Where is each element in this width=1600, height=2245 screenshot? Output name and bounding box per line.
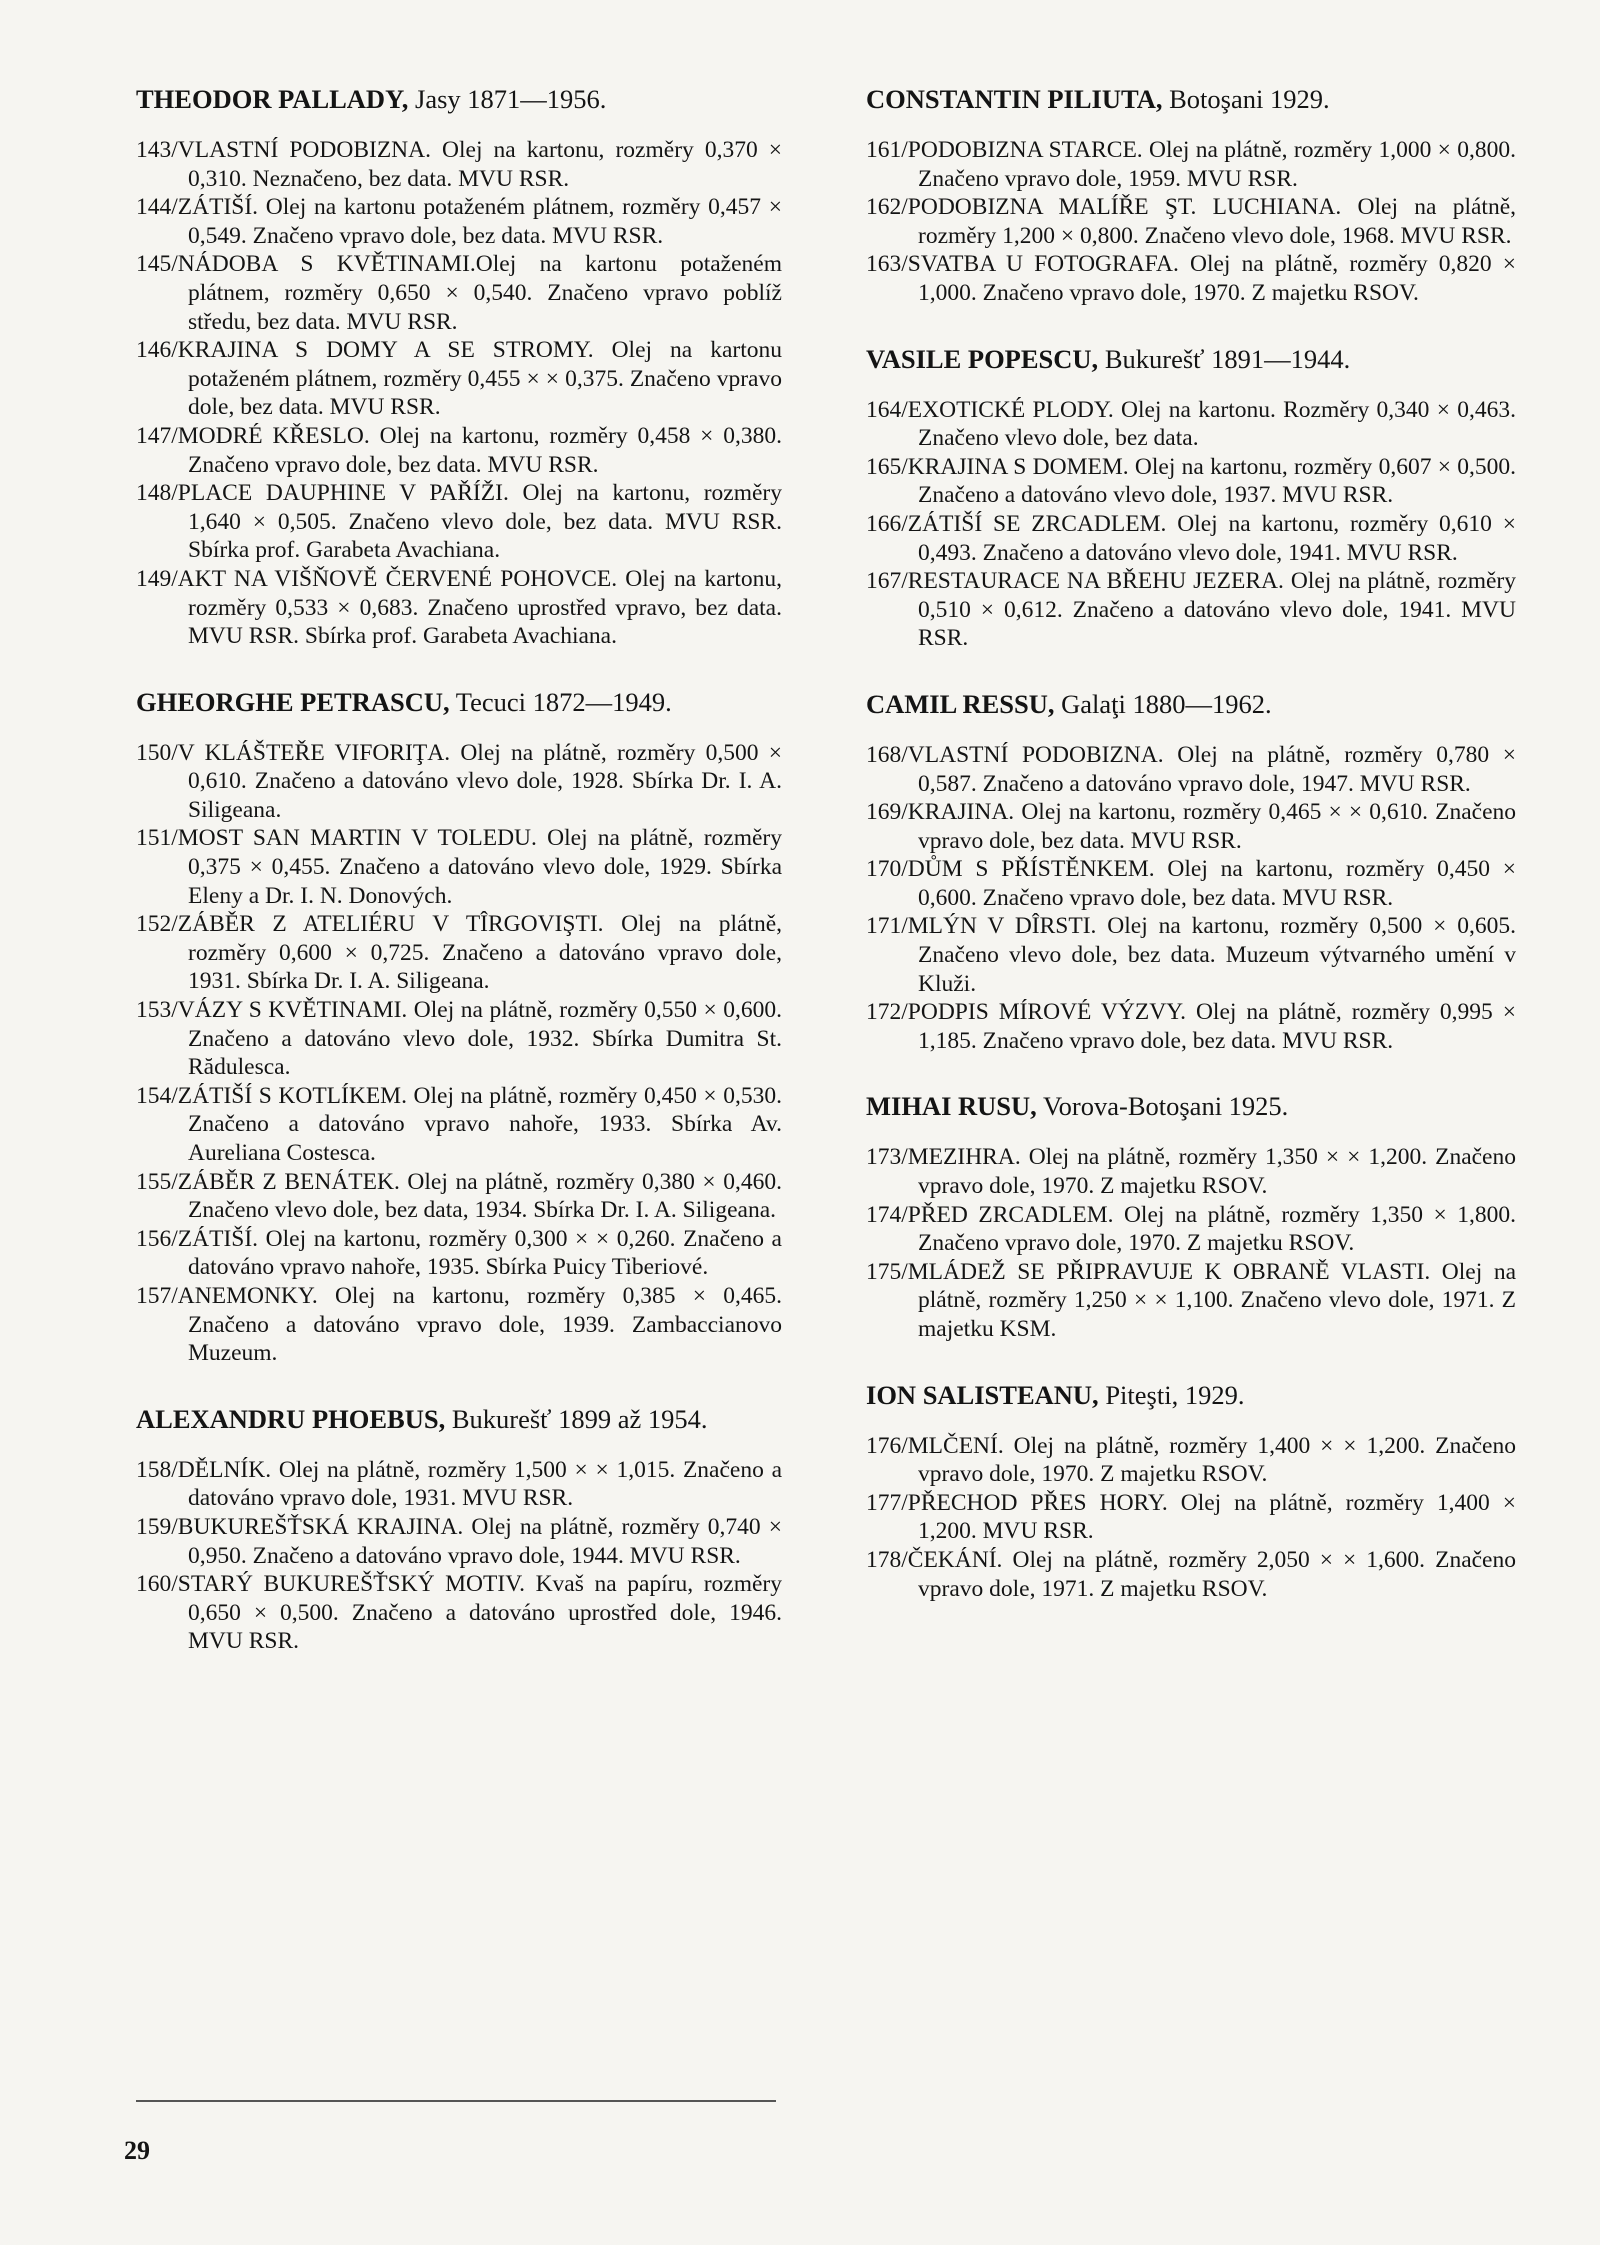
artist-section [866, 342, 1516, 653]
right-column [866, 82, 1516, 1637]
entry-number: 171/ [866, 913, 908, 940]
entry-title: ANEMONKY. [177, 1282, 318, 1309]
catalog-entry [866, 193, 1516, 250]
catalog-entry [866, 1432, 1516, 1489]
entry-number: 174/ [866, 1201, 908, 1228]
catalog-entry [136, 996, 782, 1082]
artist-heading [136, 1402, 782, 1436]
catalog-entry [866, 396, 1516, 453]
entry-text: Olej na kartonu potaženém plátnem, rozměry 0,455 × × 0,375. Značeno vpravo dole, bez data. MVU RSR. [188, 337, 782, 421]
entry-text: Olej na plátně, rozměry 0,600 × 0,725. Značeno a datováno vpravo dole, 1931. Sbírka Dr. I. A. Siligeana. [188, 911, 783, 995]
artist-section [866, 82, 1516, 308]
entry-number: 160/ [136, 1571, 178, 1598]
entry-title: PODPIS MÍROVÉ VÝZVY. [907, 999, 1186, 1026]
entry-number: 152/ [136, 911, 178, 938]
catalog-entry [136, 1513, 782, 1570]
artist-name: MIHAI RUSU, [866, 1091, 1037, 1122]
artist-name: CAMIL RESSU, [866, 688, 1055, 719]
artist-origin: Piteşti, 1929. [1098, 1379, 1245, 1410]
artist-heading [866, 342, 1516, 376]
artist-origin: Bukurešť 1899 až 1954. [445, 1403, 708, 1434]
artist-origin: Vorova-Botoşani 1925. [1036, 1091, 1289, 1122]
artist-origin: Tecuci 1872—1949. [449, 686, 672, 717]
artist-section [866, 1089, 1516, 1343]
entry-title: ZÁTIŠÍ. [177, 194, 259, 221]
entry-text: Olej na plátně, rozměry 1,400 × × 1,200. Značeno vpravo dole, 1970. Z majetku RSOV. [918, 1432, 1516, 1488]
entry-text: Olej na plátně, rozměry 0,550 × 0,600. Značeno a datováno vlevo dole, 1932. Sbírka Dumitra St. Rădulesca. [188, 997, 782, 1081]
entry-title: ZÁTIŠÍ S KOTLÍKEM. [177, 1082, 407, 1109]
entry-title: ZÁTIŠÍ. [177, 1225, 259, 1252]
artist-section [866, 1378, 1516, 1604]
entry-number: 148/ [136, 480, 178, 507]
entry-text: Olej na plátně, rozměry 2,050 × × 1,600. Značeno vpravo dole, 1971. Z majetku RSOV. [918, 1546, 1516, 1602]
entry-title: PŘED ZRCADLEM. [907, 1201, 1114, 1228]
catalog-entry [136, 336, 782, 422]
entry-text: Olej na plátně, rozměry 0,375 × 0,455. Značeno a datováno vlevo dole, 1929. Sbírka Eleny a Dr. I. N. Donových. [188, 825, 782, 909]
entry-title: VLASTNÍ PODOBIZNA. [907, 741, 1164, 768]
entry-text: Olej na plátně, rozměry 0,820 × 1,000. Značeno vpravo dole, 1970. Z majetku RSOV. [918, 251, 1517, 306]
entry-number: 177/ [866, 1489, 908, 1516]
entry-text: Olej na plátně, rozměry 0,500 × 0,610. Značeno a datováno vlevo dole, 1928. Sbírka Dr. I. A. Siligeana. [188, 739, 783, 823]
entry-title: DĚLNÍK. [177, 1456, 272, 1483]
entry-number: 173/ [866, 1144, 908, 1171]
entry-text: Olej na kartonu. Rozměry 0,340 × 0,463. Značeno vlevo dole, bez data. [918, 396, 1516, 452]
entry-title: ČEKÁNÍ. [907, 1546, 1003, 1573]
entry-title: KRAJINA S DOMEM. [907, 453, 1129, 480]
entry-text: Olej na plátně, rozměry 0,995 × 1,185. Značeno vpravo dole, bez data. MVU RSR. [918, 999, 1517, 1054]
artist-section [136, 82, 782, 651]
catalog-entry [866, 1258, 1516, 1344]
artist-heading [866, 687, 1516, 721]
entry-number: 154/ [136, 1082, 178, 1109]
entry-number: 170/ [866, 856, 908, 883]
entry-title: NÁDOBA S KVĚTINAMI. [177, 251, 476, 278]
catalog-entry [866, 136, 1516, 193]
entry-text: Olej na kartonu, rozměry 1,640 × 0,505. Značeno vlevo dole, bez data. MVU RSR. Sbírka prof. Garabeta Avachiana. [188, 480, 783, 564]
entry-title: BUKUREŠŤSKÁ KRAJINA. [177, 1513, 464, 1540]
entry-number: 163/ [866, 251, 908, 278]
catalog-entry [866, 798, 1516, 855]
catalog-entry [136, 1456, 782, 1513]
entry-title: KRAJINA S DOMY A SE STROMY. [177, 337, 594, 364]
entry-text: Olej na plátně, rozměry 0,510 × 0,612. Značeno a datováno vlevo dole, 1941. MVU RSR. [918, 568, 1516, 652]
artist-origin: Botoşani 1929. [1162, 84, 1330, 114]
entry-text: Olej na kartonu, rozměry 0,370 × 0,310. Neznačeno, bez data. MVU RSR. [188, 137, 782, 192]
entry-title: V KLÁŠTEŘE VIFORIŢA. [177, 739, 451, 766]
catalog-entry [136, 565, 782, 651]
catalog-entry [866, 912, 1516, 998]
artist-heading [866, 1378, 1516, 1412]
entry-text: Olej na plátně, rozměry 1,000 × 0,800. Značeno vpravo dole, 1959. MVU RSR. [918, 137, 1516, 192]
entry-text: Olej na kartonu, rozměry 0,533 × 0,683. Značeno uprostřed vpravo, bez data. MVU RSR. Sbírka prof. Garabeta Avachiana. [188, 565, 782, 650]
entry-number: 161/ [866, 137, 908, 163]
entry-number: 149/ [136, 565, 178, 592]
catalog-entry [866, 1546, 1516, 1603]
entry-title: STARÝ BUKUREŠŤSKÝ MOTIV. [177, 1571, 526, 1598]
entry-text: Olej na plátně, rozměry 1,350 × 1,800. Značeno vpravo dole, 1970. Z majetku RSOV. [918, 1201, 1516, 1257]
entry-title: AKT NA VIŠŇOVĚ ČERVENÉ POHOVCE. [177, 565, 618, 592]
entry-number: 146/ [136, 337, 178, 364]
entry-number: 151/ [136, 825, 178, 852]
catalog-entry [866, 855, 1516, 912]
entry-number: 169/ [866, 799, 908, 826]
entry-text: Olej na kartonu potaženém plátnem, rozměry 0,457 × 0,549. Značeno vpravo dole, bez data. MVU RSR. [188, 194, 782, 249]
artist-name: ION SALISTEANU, [866, 1379, 1099, 1410]
entry-text: Olej na plátně, rozměry 1,250 × × 1,100. Značeno vlevo dole, 1971. Z majetku KSM. [918, 1258, 1517, 1342]
artist-name: GHEORGHE PETRASCU, [136, 686, 450, 717]
catalog-entry [136, 250, 782, 336]
artist-origin: Jasy 1871—1956. [408, 84, 607, 114]
entry-title: RESTAURACE NA BŘEHU JEZERA. [907, 568, 1284, 595]
catalog-entry [866, 1201, 1516, 1258]
entry-number: 144/ [136, 194, 178, 221]
entry-text: Olej na kartonu, rozměry 0,385 × 0,465. Značeno a datováno vpravo dole, 1939. Zambaccianovo Muzeum. [188, 1282, 782, 1367]
entry-number: 165/ [866, 453, 908, 480]
entry-number: 176/ [866, 1432, 908, 1459]
entry-text: Olej na plátně, rozměry 0,450 × 0,530. Značeno a datováno vpravo nahoře, 1933. Sbírka Av. Aureliana Costesca. [188, 1082, 782, 1166]
entry-title: PODOBIZNA MALÍŘE ŞT. LUCHIANA. [907, 194, 1342, 221]
artist-section [136, 1402, 782, 1656]
entry-number: 145/ [136, 251, 178, 278]
entry-text: Olej na plátně, rozměry 1,350 × × 1,200. Značeno vpravo dole, 1970. Z majetku RSOV. [918, 1144, 1516, 1200]
catalog-entry [866, 1489, 1516, 1546]
catalog-entry [136, 136, 782, 193]
entry-number: 150/ [136, 739, 178, 766]
entry-title: VÁZY S KVĚTINAMI. [177, 997, 408, 1024]
entry-title: MOST SAN MARTIN V TOLEDU. [177, 825, 537, 852]
entry-title: ZÁBĚR Z ATELIÉRU V TÎRGOVIŞTI. [177, 911, 604, 938]
artist-heading [136, 82, 782, 116]
catalog-entry [136, 422, 782, 479]
entry-text: Olej na kartonu, rozměry 0,610 × 0,493. Značeno a datováno vlevo dole, 1941. MVU RSR. [918, 510, 1516, 566]
artist-name: CONSTANTIN PILIUTA, [866, 84, 1163, 114]
entry-number: 178/ [866, 1546, 908, 1573]
entry-number: 162/ [866, 194, 908, 221]
left-column [136, 82, 782, 1690]
entry-number: 166/ [866, 510, 908, 537]
catalog-entry [136, 1282, 782, 1368]
catalog-entry [866, 741, 1516, 798]
entry-title: PŘECHOD PŘES HORY. [907, 1489, 1168, 1516]
catalog-entry [866, 998, 1516, 1055]
entry-text: Olej na plátně, rozměry 0,780 × 0,587. Značeno a datováno vpravo dole, 1947. MVU RSR. [918, 741, 1516, 797]
entry-title: MEZIHRA. [907, 1144, 1021, 1171]
entry-title: PLACE DAUPHINE V PAŘÍŽI. [177, 480, 509, 507]
entry-number: 143/ [136, 137, 178, 163]
entry-number: 167/ [866, 568, 908, 595]
entry-title: SVATBA U FOTOGRAFA. [907, 251, 1179, 278]
artist-heading [866, 82, 1516, 116]
catalog-entry [136, 193, 782, 250]
entry-title: MLÝN V DÎRSTI. [907, 913, 1097, 940]
catalog-entry [136, 1082, 782, 1168]
entry-title: DŮM S PŘÍSTĚNKEM. [907, 856, 1155, 883]
entry-title: PODOBIZNA STARCE. [907, 137, 1143, 163]
page-number: 29 [124, 2136, 150, 2165]
entry-number: 175/ [866, 1258, 908, 1285]
entry-number: 157/ [136, 1282, 178, 1309]
entry-text: Olej na plátně, rozměry 0,740 × 0,950. Značeno a datováno vpravo dole, 1944. MVU RSR. [188, 1513, 782, 1569]
footer-divider [136, 2100, 776, 2102]
artist-section [866, 687, 1516, 1056]
entry-text: Olej na kartonu potaženém plátnem, rozměry 0,650 × 0,540. Značeno vpravo poblíž středu, bez data. MVU RSR. [188, 251, 782, 335]
artist-name: THEODOR PALLADY, [136, 84, 409, 114]
entry-title: KRAJINA. [907, 799, 1015, 826]
entry-number: 155/ [136, 1168, 178, 1195]
entry-text: Olej na plátně, rozměry 1,500 × × 1,015. Značeno a datováno vpravo dole, 1931. MVU RSR. [188, 1456, 782, 1512]
catalog-entry [866, 1143, 1516, 1200]
entry-title: MODRÉ KŘESLO. [177, 422, 370, 449]
catalog-entry [866, 453, 1516, 510]
entry-text: Kvaš na papíru, rozměry 0,650 × 0,500. Značeno a datováno uprostřed dole, 1946. MVU RSR. [188, 1571, 782, 1655]
entry-title: VLASTNÍ PODOBIZNA. [177, 137, 431, 163]
entry-title: ZÁTIŠÍ SE ZRCADLEM. [907, 510, 1167, 537]
entry-text: Olej na plátně, rozměry 1,200 × 0,800. Značeno vlevo dole, 1968. MVU RSR. [918, 194, 1517, 249]
artist-name: VASILE POPESCU, [866, 343, 1099, 374]
artist-name: ALEXANDRU PHOEBUS, [136, 1403, 446, 1434]
entry-title: MLÁDEŽ SE PŘIPRAVUJE K OBRANĚ VLASTI. [907, 1258, 1431, 1285]
entry-number: 168/ [866, 741, 908, 768]
catalog-entry [136, 1225, 782, 1282]
entry-number: 156/ [136, 1225, 178, 1252]
entry-number: 158/ [136, 1456, 178, 1483]
entry-text: Olej na kartonu, rozměry 0,500 × 0,605. Značeno vlevo dole, bez data. Muzeum výtvarného umění v Kluži. [918, 913, 1516, 997]
artist-origin: Galaţi 1880—1962. [1054, 688, 1272, 719]
catalog-entry [136, 479, 782, 565]
entry-number: 164/ [866, 396, 908, 423]
catalog-entry [866, 567, 1516, 653]
catalog-entry [136, 824, 782, 910]
entry-title: ZÁBĚR Z BENÁTEK. [177, 1168, 400, 1195]
entry-text: Olej na kartonu, rozměry 0,458 × 0,380. Značeno vpravo dole, bez data. MVU RSR. [188, 422, 782, 478]
entry-text: Olej na kartonu, rozměry 0,465 × × 0,610. Značeno vpravo dole, bez data. MVU RSR. [918, 799, 1516, 854]
entry-title: MLČENÍ. [907, 1432, 1004, 1459]
entry-text: Olej na kartonu, rozměry 0,607 × 0,500. Značeno a datováno vlevo dole, 1937. MVU RSR. [918, 453, 1516, 509]
catalog-entry [136, 1570, 782, 1656]
catalog-entry [866, 510, 1516, 567]
entry-number: 159/ [136, 1513, 178, 1540]
catalog-entry [136, 910, 782, 996]
catalog-entry [136, 739, 782, 825]
catalog-entry [136, 1168, 782, 1225]
entry-text: Olej na plátně, rozměry 1,400 × 1,200. MVU RSR. [918, 1489, 1516, 1545]
entry-text: Olej na plátně, rozměry 0,380 × 0,460. Značeno vlevo dole, bez data, 1934. Sbírka Dr. I. A. Siligeana. [188, 1168, 782, 1224]
catalog-entry [866, 250, 1516, 307]
artist-heading [136, 685, 782, 719]
artist-heading [866, 1089, 1516, 1123]
entry-number: 172/ [866, 999, 908, 1026]
entry-title: EXOTICKÉ PLODY. [907, 396, 1114, 423]
artist-section [136, 685, 782, 1368]
entry-number: 147/ [136, 422, 178, 449]
artist-origin: Bukurešť 1891—1944. [1098, 343, 1351, 374]
entry-text: Olej na kartonu, rozměry 0,300 × × 0,260. Značeno a datováno vpravo nahoře, 1935. Sbírka Puicy Tiberiové. [188, 1225, 782, 1281]
entry-text: Olej na kartonu, rozměry 0,450 × 0,600. Značeno vpravo dole, bez data. MVU RSR. [918, 856, 1516, 911]
entry-number: 153/ [136, 997, 178, 1024]
